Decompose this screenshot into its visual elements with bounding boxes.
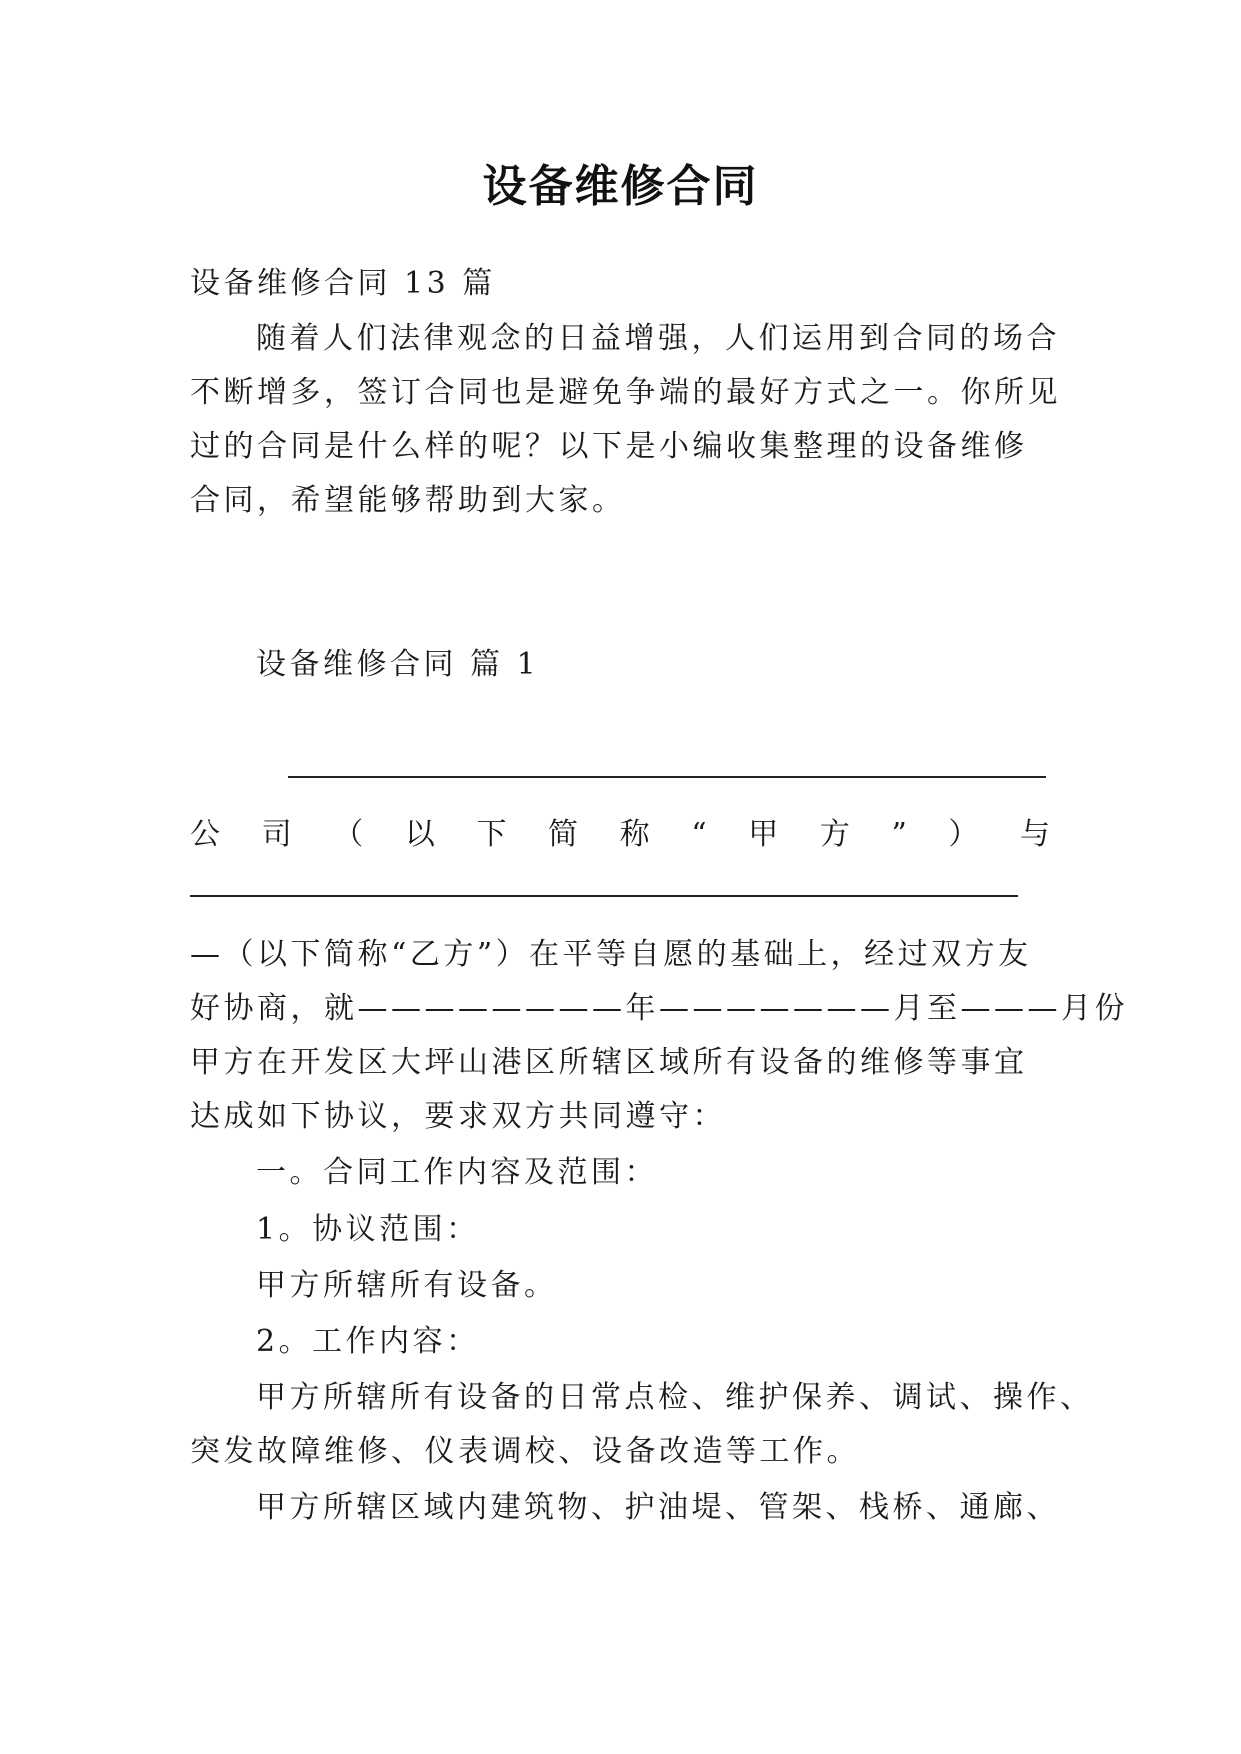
document-subtitle: 设备维修合同 13 篇 — [190, 266, 496, 301]
party-char: 与 — [1020, 817, 1050, 852]
document-title: 设备维修合同 — [482, 161, 759, 212]
party-char: 下 — [476, 817, 507, 852]
party-char: 方 — [819, 817, 850, 852]
body-line-4: 达成如下协议，要求双方共同遵守： — [190, 1099, 726, 1134]
intro-line-1: 随着人们法律观念的日益增强，人们运用到合同的场合 — [256, 321, 1060, 356]
blank-fill-rule — [288, 776, 1046, 778]
clause-heading: 一。合同工作内容及范围： — [256, 1155, 658, 1190]
party-char: 司 — [261, 817, 292, 852]
body-line-1: —（以下简称“乙方”）在平等自愿的基础上，经过双方友 — [190, 937, 1032, 972]
party-char: 以 — [404, 817, 435, 852]
party-char: ） — [948, 817, 979, 852]
party-char: 称 — [619, 817, 650, 852]
blank-fill-rule — [190, 895, 1018, 897]
item-1-text: 甲方所辖所有设备。 — [256, 1268, 558, 1303]
item-2-text-line-2: 突发故障维修、仪表调校、设备改造等工作。 — [190, 1434, 860, 1469]
intro-line-3: 过的合同是什么样的呢？以下是小编收集整理的设备维修 — [190, 429, 1028, 464]
party-char: 简 — [548, 817, 579, 852]
item-1-heading: 1。协议范围： — [256, 1212, 480, 1247]
body-line-3: 甲方在开发区大坪山港区所辖区域所有设备的维修等事宜 — [190, 1045, 1028, 1080]
intro-line-2: 不断增多，签订合同也是避免争端的最好方式之一。你所见 — [190, 375, 1061, 410]
party-char: ” — [891, 817, 907, 852]
party-char: （ — [333, 817, 364, 852]
section-heading: 设备维修合同 篇 1 — [256, 647, 540, 682]
body-line-2: 好协商，就————————年———————月至———月份 — [190, 991, 1128, 1026]
party-char: 公 — [190, 817, 220, 852]
item-2-heading: 2。工作内容： — [256, 1324, 480, 1359]
party-line — [190, 815, 1050, 855]
party-char: “ — [691, 817, 707, 852]
item-2-text-line-1: 甲方所辖所有设备的日常点检、维护保养、调试、操作、 — [256, 1380, 1094, 1415]
item-2-text-line-3: 甲方所辖区域内建筑物、护油堤、管架、栈桥、通廊、 — [256, 1490, 1060, 1525]
party-char: 甲 — [748, 817, 779, 852]
intro-line-4: 合同，希望能够帮助到大家。 — [190, 483, 626, 518]
